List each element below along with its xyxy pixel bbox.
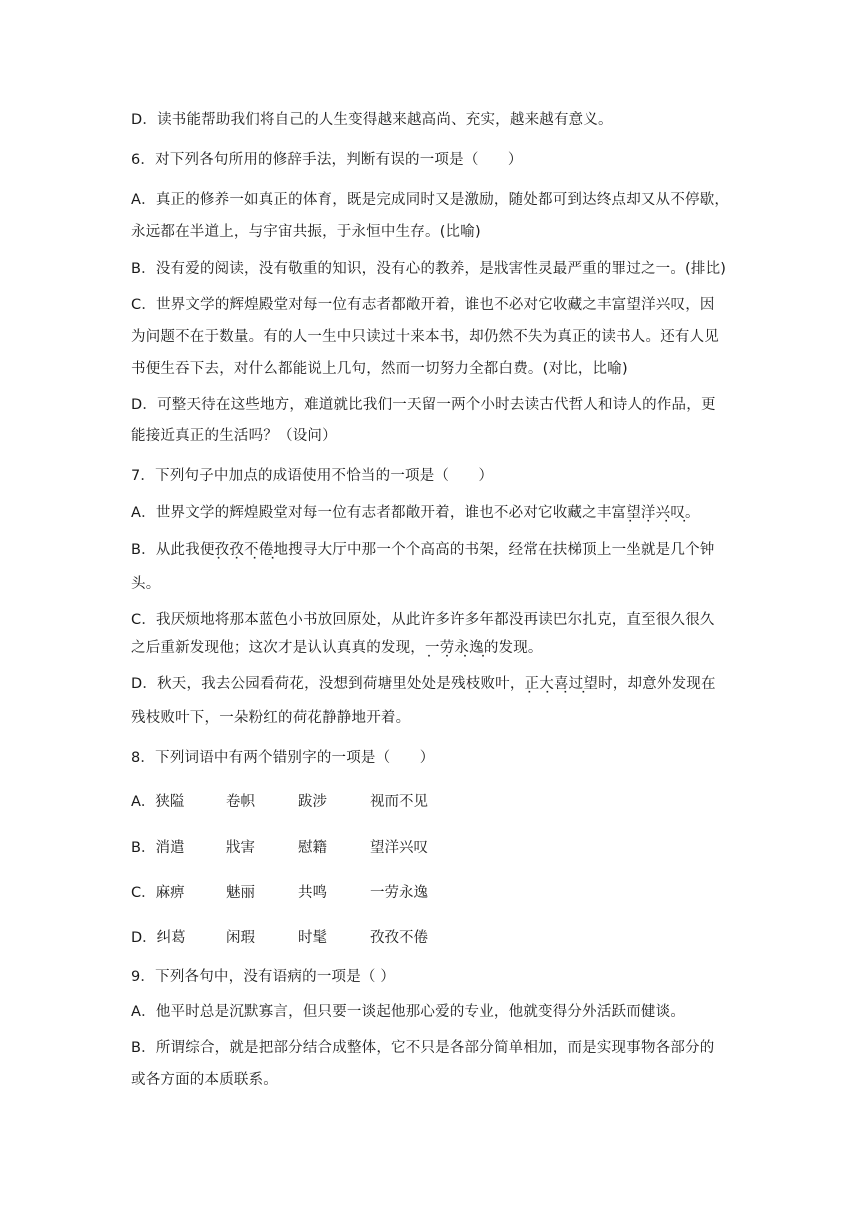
q7-option-d-line2: 残枝败叶下，一朵粉红的荷花静静地开着。	[131, 710, 411, 726]
q6-option-b: B．没有爱的阅读，没有敬重的知识，没有心的教养，是戕害性灵最严重的罪过之一。(排比)	[131, 261, 727, 277]
q8-option-b	[131, 838, 731, 858]
q6-option-c-line1: C．世界文学的辉煌殿堂对每一位有志者都敞开着，谁也不必对它收藏之丰富望洋兴叹，因	[131, 297, 715, 313]
q8-stem: 8．下列词语中有两个错别字的一项是（ ）	[131, 750, 435, 766]
q7-option-c-line2	[131, 638, 731, 658]
q7-stem: 7．下列句子中加点的成语使用不恰当的一项是（ ）	[131, 468, 494, 484]
q8-option-b-word1: B．消遣	[131, 840, 185, 856]
q7-option-a-end: 。	[685, 505, 700, 521]
q9-option-b-line1: B．所谓综合，就是把部分结合成整体，它不只是各部分简单相加，而是实现事物各部分的	[131, 1040, 715, 1056]
q8-option-a	[131, 792, 731, 812]
q7-option-c-idiom: 一劳永逸 ˙˙˙˙	[425, 638, 484, 658]
q7-option-a-idiom: 望洋兴叹 ˙˙˙˙	[626, 503, 685, 523]
q7-option-d-rest: 时，却意外发现在	[598, 676, 716, 692]
q7-option-a	[131, 503, 731, 523]
q8-option-d-word2: 闲瑕	[226, 930, 255, 946]
q8-option-a-word3: 跋涉	[298, 794, 327, 810]
q6-option-a-line1: A．真正的修养一如真正的体育，既是完成同时又是激励，随处都可到达终点却又从不停歇，	[131, 192, 730, 208]
q7-option-c-line1: C．我厌烦地将那本蓝色小书放回原处，从此许多许多年都没再读巴尔扎克，直至很久很久	[131, 612, 715, 628]
q8-option-a-word2: 卷帜	[226, 794, 255, 810]
q6-option-d-line1: D．可整天待在这些地方，难道就比我们一天留一两个小时去读古代哲人和诗人的作品，更	[131, 397, 716, 413]
q5-option-d: D．读书能帮助我们将自己的人生变得越来越高尚、充实，越来越有意义。	[131, 112, 613, 128]
q6-option-c-line2: 为问题不在于数量。有的人一生中只读过十来本书，却仍然不失为真正的读书人。还有人见	[131, 329, 719, 345]
q6-stem: 6．对下列各句所用的修辞手法，判断有误的一项是（ ）	[131, 152, 523, 168]
q9-option-a: A．他平时总是沉默寡言，但只要一谈起他那心爱的专业，他就变得分外活跃而健谈。	[131, 1004, 686, 1020]
q9-option-b-line2: 或各方面的本质联系。	[131, 1072, 278, 1088]
q8-option-d-word4: 孜孜不倦	[370, 930, 428, 946]
q7-option-d-line1	[131, 674, 731, 694]
q8-option-c-word1: C．麻痹	[131, 885, 185, 901]
q8-option-a-word1: A．狭隘	[131, 794, 185, 810]
q8-option-c-word3: 共鸣	[298, 885, 327, 901]
q8-option-b-word4: 望洋兴叹	[370, 840, 428, 856]
q6-option-d-line2: 能接近真正的生活吗？（设问）	[131, 428, 337, 444]
q8-option-c-word4: 一劳永逸	[370, 885, 428, 901]
q9-stem: 9．下列各句中，没有语病的一项是（ ）	[131, 969, 396, 985]
q8-option-d	[131, 928, 731, 948]
q7-option-c-rest: 的发现。	[483, 640, 543, 656]
q8-option-a-word4: 视而不见	[370, 794, 428, 810]
q7-option-d-text: D．秋天，我去公园看荷花，没想到荷塘里处处是残枝败叶，	[131, 676, 525, 692]
q8-option-b-word2: 戕害	[226, 840, 255, 856]
q8-option-c-word2: 魅丽	[226, 885, 255, 901]
q8-option-d-word1: D．纠葛	[131, 930, 186, 946]
q7-option-b-line2: 头。	[131, 576, 161, 592]
q7-option-c-text: 之后重新发现他；这次才是认认真真的发现，	[131, 640, 425, 656]
q7-option-b-rest: 地搜寻大厅中那一个个高高的书架，经常在扶梯顶上一坐就是几个钟	[273, 542, 715, 558]
q7-option-b-text: B．从此我便	[131, 542, 215, 558]
q8-option-d-word3: 时髦	[298, 930, 327, 946]
q7-option-b-line1	[131, 540, 731, 560]
q7-option-a-text: A．世界文学的辉煌殿堂对每一位有志者都敞开着，谁也不必对它收藏之丰富	[131, 505, 627, 521]
q8-option-c	[131, 883, 731, 903]
q7-option-b-idiom: 孜孜不倦 ˙˙˙˙	[215, 540, 274, 560]
q6-option-c-line3: 书便生吞下去，对什么都能说上几句，然而一切努力全都白费。(对比，比喻)	[131, 361, 628, 377]
q7-option-d-idiom: 正大喜过望 ˙˙˙˙	[525, 674, 599, 694]
q8-option-b-word3: 慰籍	[298, 840, 327, 856]
q6-option-a-line2: 永远都在半道上，与宇宙共振，于永恒中生存。(比喻)	[131, 224, 481, 240]
